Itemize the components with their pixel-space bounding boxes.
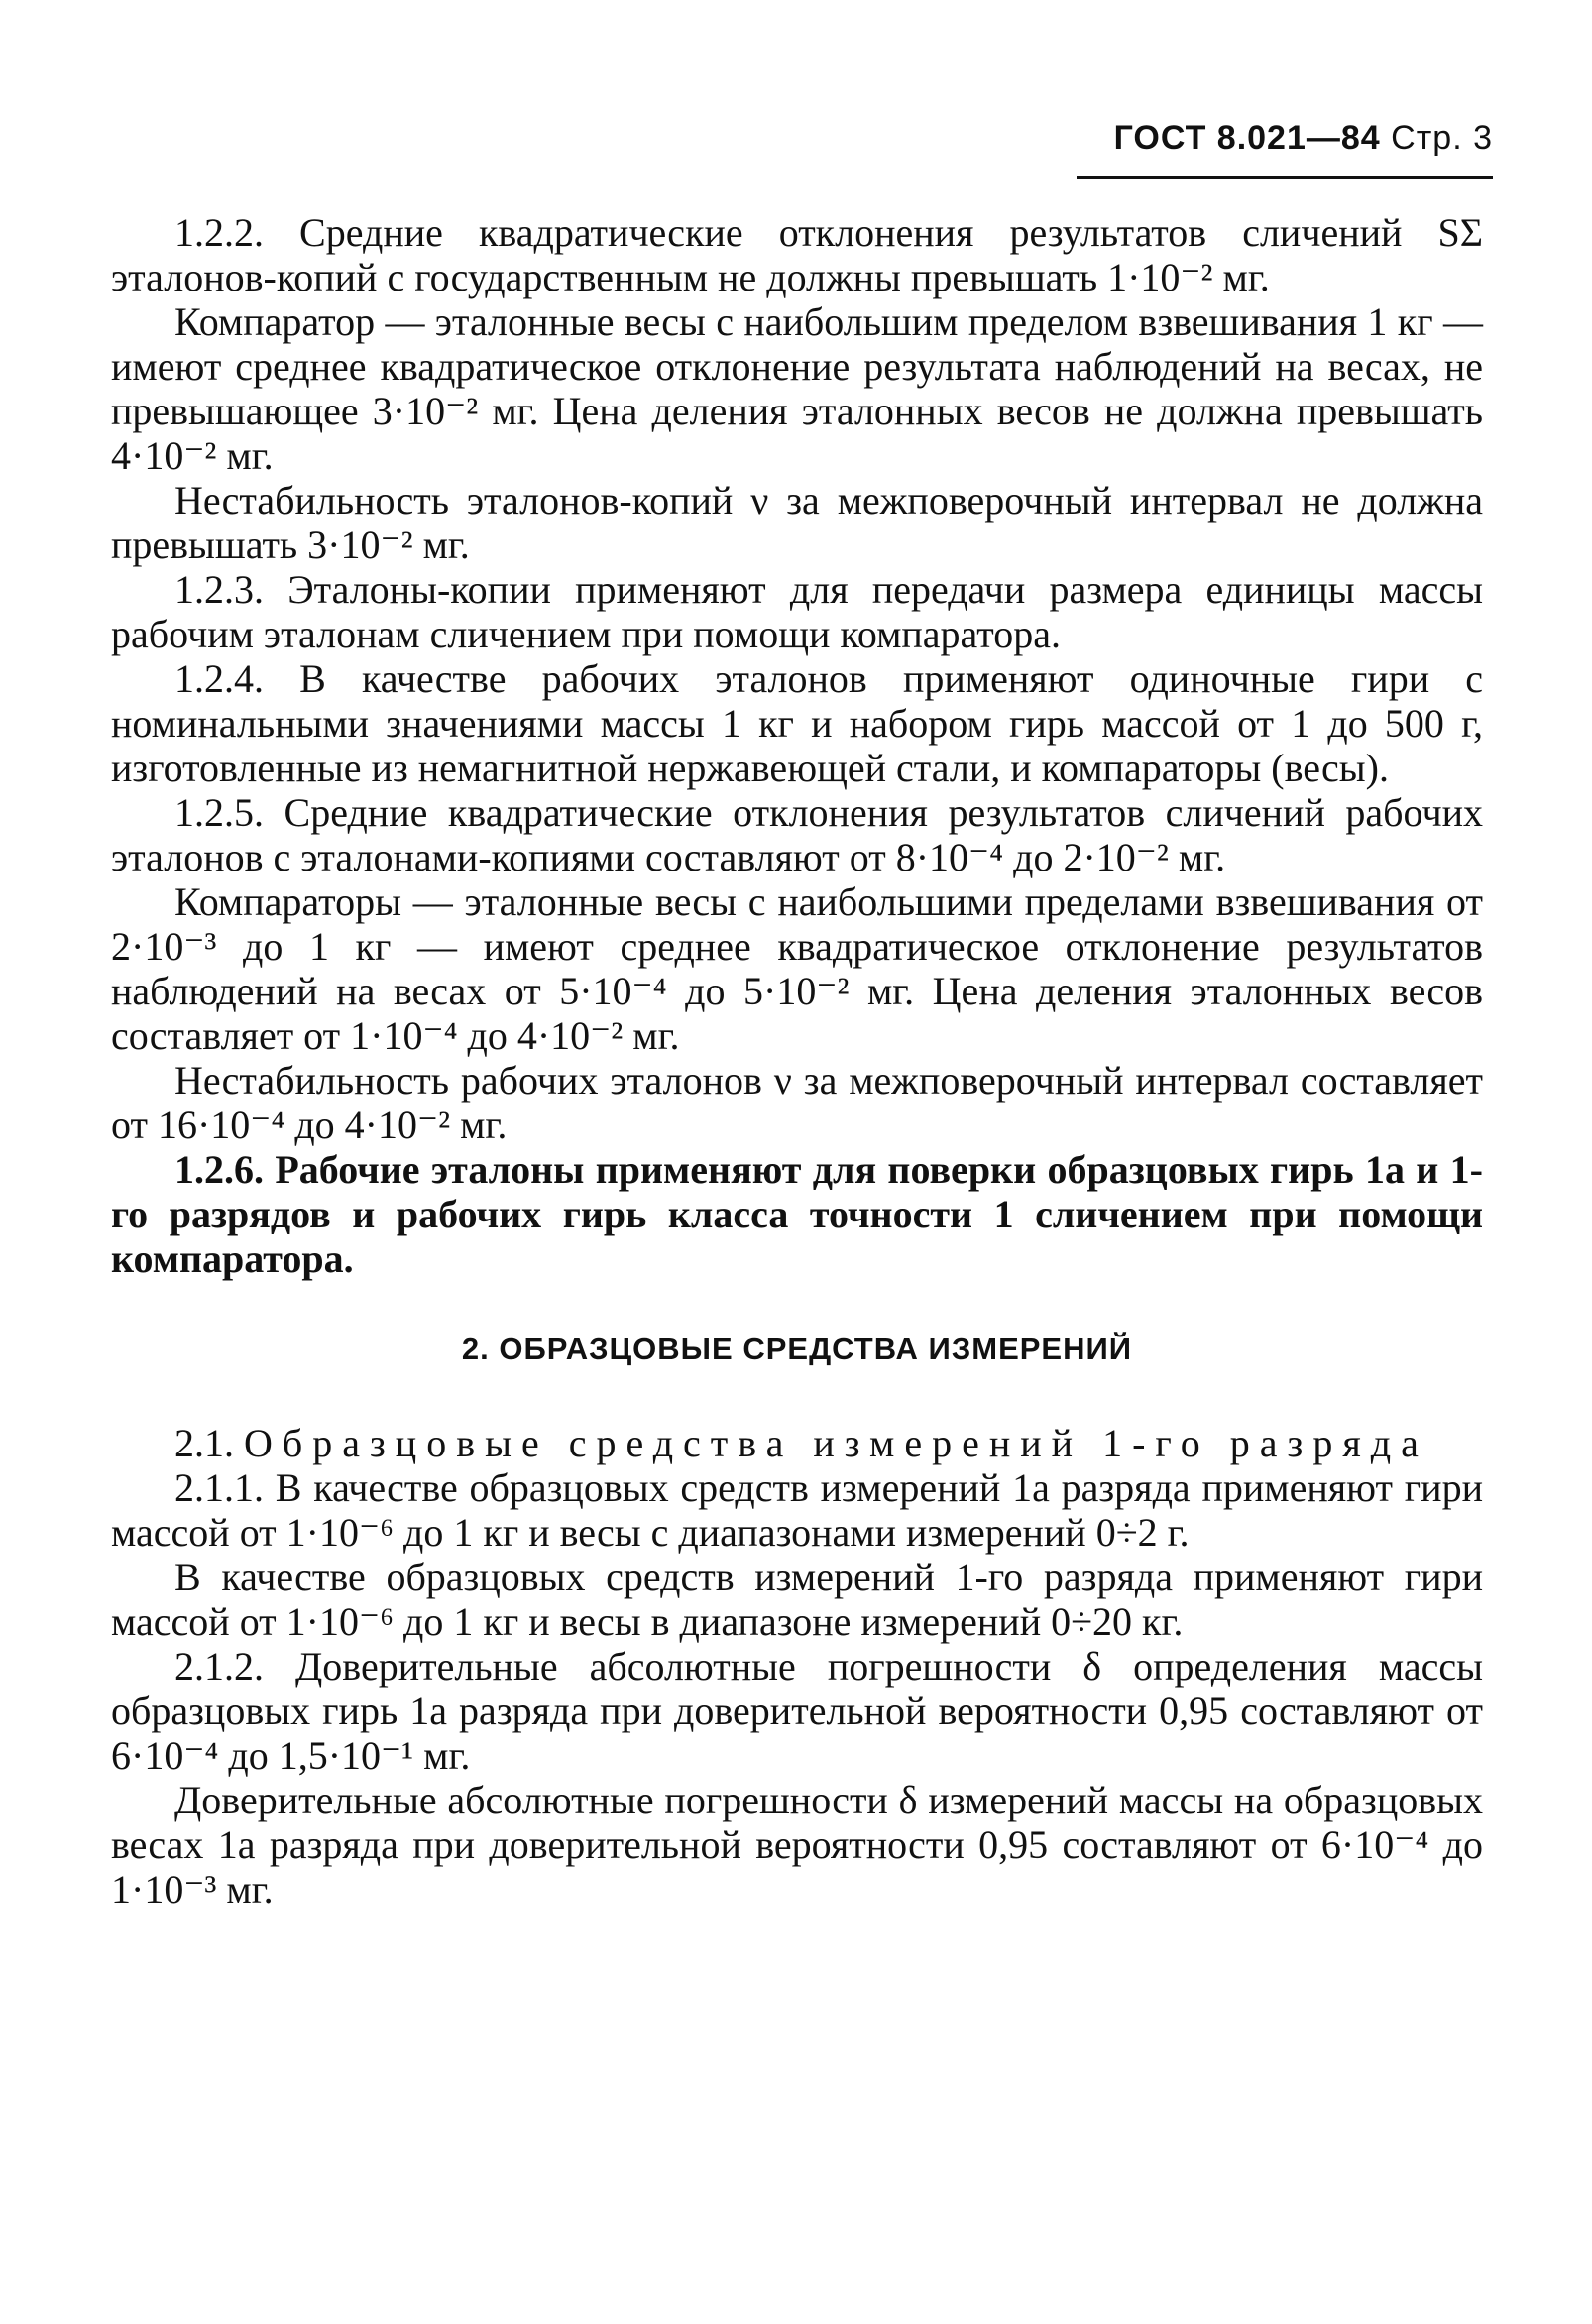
- paragraph-1-2-4: 1.2.4. В качестве рабочих эталонов применяют одиночные гири с номинальными значениями массы 1 кг и набором гирь массой от 1 до 500 г, изготовленные из немагнитной нержавеющей стали, и компараторы (весы).: [111, 656, 1483, 790]
- paragraph-instability-working: Нестабильность рабочих эталонов ν за межповерочный интервал составляет от 16·10⁻⁴ до 4·10⁻² мг.: [111, 1058, 1483, 1147]
- page-header: [1077, 119, 1493, 158]
- document-body: [111, 210, 1483, 1912]
- section-2-title: 2. ОБРАЗЦОВЫЕ СРЕДСТВА ИЗМЕРЕНИЙ: [461, 1332, 1133, 1366]
- paragraph-1-2-6: 1.2.6. Рабочие эталоны применяют для поверки образцовых гирь 1а и 1-го разрядов и рабочих гирь класса точности 1 сличением при помощи компаратора.: [111, 1147, 1483, 1281]
- paragraph-comparator: Компаратор — эталонные весы с наибольшим пределом взвешивания 1 кг — имеют среднее квадратическое отклонение результата наблюдений на весах, не превышающее 3·10⁻² мг. Цена деления эталонных весов не должна превышать 4·10⁻² мг.: [111, 299, 1483, 478]
- header-rule: [1077, 176, 1493, 179]
- paragraph-weighing-errors: Доверительные абсолютные погрешности δ измерений массы на образцовых весах 1а разряда при доверительной вероятности 0,95 составляют от 6·10⁻⁴ до 1·10⁻³ мг.: [111, 1778, 1483, 1912]
- paragraph-2-1-2: 2.1.2. Доверительные абсолютные погрешности δ определения массы образцовых гирь 1а разряда при доверительной вероятности 0,95 составляют от 6·10⁻⁴ до 1,5·10⁻¹ мг.: [111, 1644, 1483, 1778]
- subsection-number: 2.1.: [174, 1421, 234, 1465]
- paragraph-1st-grade: В качестве образцовых средств измерений 1-го разряда применяют гири массой от 1·10⁻⁶ до 1 кг и весы в диапазоне измерений 0÷20 кг.: [111, 1555, 1483, 1644]
- paragraph-2-1-1: 2.1.1. В качестве образцовых средств измерений 1а разряда применяют гири массой от 1·10⁻⁶ до 1 кг и весы с диапазонами измерений 0÷2 г.: [111, 1465, 1483, 1555]
- page-number: Стр. 3: [1391, 119, 1493, 157]
- paragraph-1-2-3: 1.2.3. Эталоны-копии применяют для передачи размера единицы массы рабочим эталонам сличением при помощи компаратора.: [111, 567, 1483, 656]
- paragraph-1-2-2: 1.2.2. Средние квадратические отклонения результатов сличений SΣ эталонов-копий с государственным не должны превышать 1·10⁻² мг.: [111, 210, 1483, 299]
- gost-number: ГОСТ 8.021—84: [1113, 119, 1381, 157]
- subsection-spaced-text: Образцовые средства измерений 1-го разряда: [244, 1421, 1428, 1465]
- paragraph-comparators: Компараторы — эталонные весы с наибольшими пределами взвешивания от 2·10⁻³ до 1 кг — имеют среднее квадратическое отклонение результатов наблюдений на весах от 5·10⁻⁴ до 5·10⁻² мг. Цена деления эталонных весов составляет от 1·10⁻⁴ до 4·10⁻² мг.: [111, 879, 1483, 1058]
- subsection-2-1-title: [111, 1421, 1483, 1465]
- paragraph-instability-copies: Нестабильность эталонов-копий ν за межповерочный интервал не должна превышать 3·10⁻² мг.: [111, 478, 1483, 567]
- paragraph-1-2-5: 1.2.5. Средние квадратические отклонения результатов сличений рабочих эталонов с эталонами-копиями составляют от 8·10⁻⁴ до 2·10⁻² мг.: [111, 790, 1483, 879]
